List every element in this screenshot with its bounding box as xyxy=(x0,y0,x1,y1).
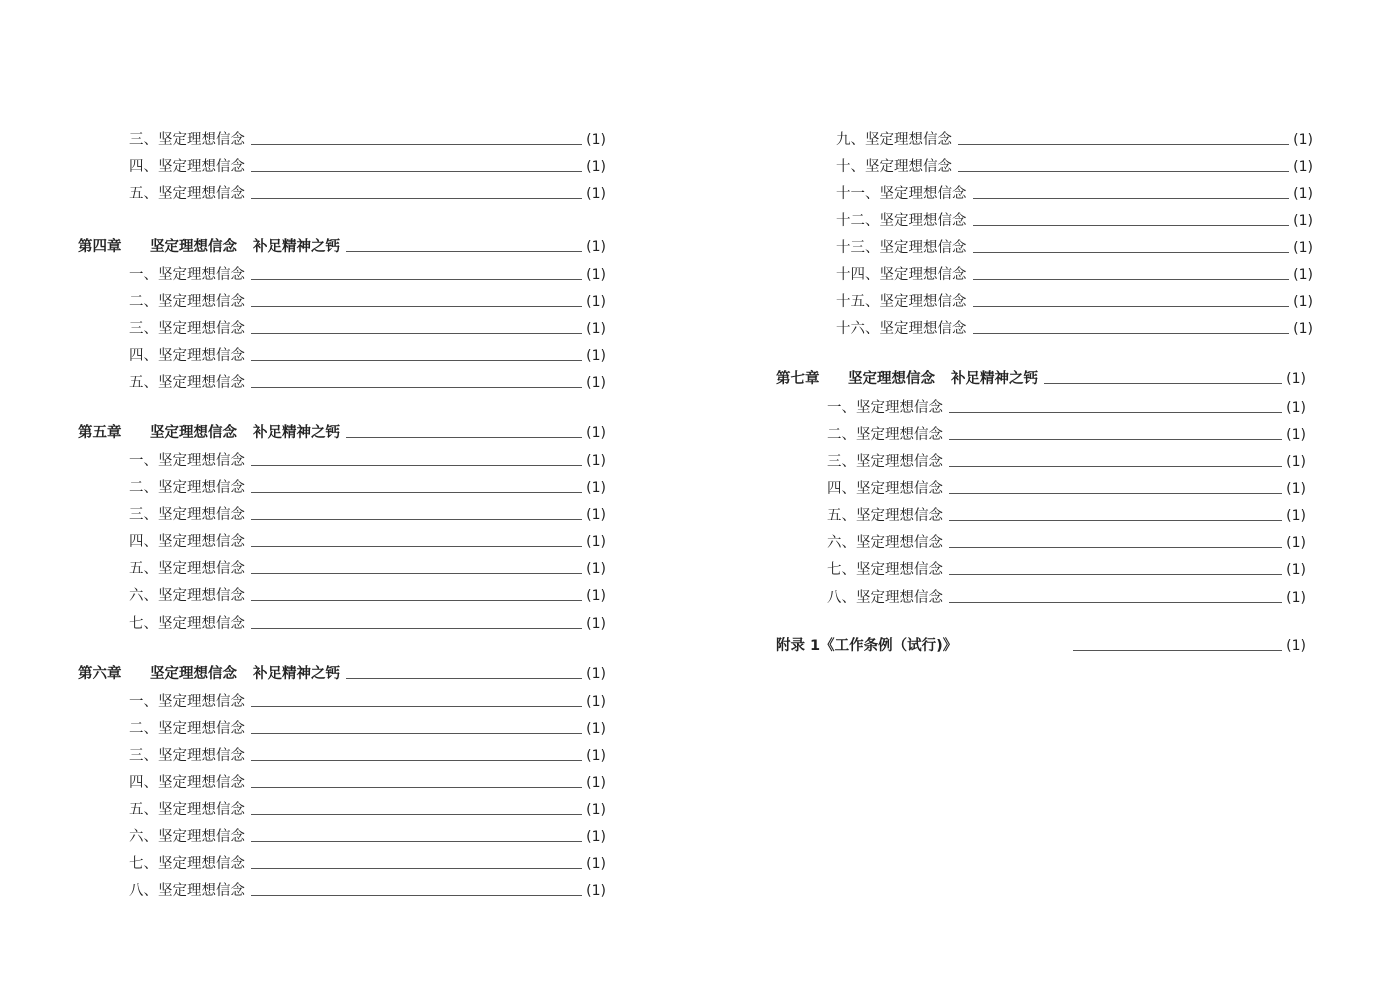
item-title: 三、坚定理想信念 xyxy=(129,321,245,337)
toc-item-row[interactable] xyxy=(827,476,1306,498)
toc-appendix-row[interactable] xyxy=(776,633,1306,655)
item-title: 六、坚定理想信念 xyxy=(129,829,245,845)
toc-item-row[interactable] xyxy=(129,689,606,711)
toc-item-row[interactable] xyxy=(836,262,1313,284)
chapter-title xyxy=(78,238,346,256)
page-number: (1) xyxy=(586,132,606,148)
leader-line xyxy=(973,306,1290,307)
page-number: (1) xyxy=(1286,427,1306,443)
item-title: 二、坚定理想信念 xyxy=(827,427,943,443)
toc-item-row[interactable] xyxy=(129,154,606,176)
toc-item-row[interactable] xyxy=(836,208,1313,230)
item-title: 十五、坚定理想信念 xyxy=(836,294,967,310)
leader-line xyxy=(949,493,1282,494)
toc-item-row[interactable] xyxy=(129,743,606,765)
toc-item-row[interactable] xyxy=(129,316,606,338)
leader-line xyxy=(251,787,582,788)
leader-line xyxy=(251,492,582,493)
appendix-title: 附录 1《工作条例（试行)》 xyxy=(776,638,958,654)
toc-item-row[interactable] xyxy=(827,503,1306,525)
leader-line xyxy=(251,171,582,172)
chapter-title-part-2: 补足精神之钙 xyxy=(951,371,1038,387)
toc-item-row[interactable] xyxy=(827,530,1306,552)
item-title: 三、坚定理想信念 xyxy=(827,454,943,470)
chapter-title-part-2: 补足精神之钙 xyxy=(253,666,340,682)
toc-item-row[interactable] xyxy=(836,127,1313,149)
toc-chapter-row[interactable] xyxy=(78,420,606,442)
page-number: (1) xyxy=(1286,371,1306,387)
leader-line xyxy=(1044,383,1282,384)
page-number: (1) xyxy=(1293,240,1313,256)
leader-line xyxy=(949,547,1282,548)
item-title: 二、坚定理想信念 xyxy=(129,721,245,737)
toc-item-row[interactable] xyxy=(129,824,606,846)
page-number: (1) xyxy=(586,267,606,283)
leader-line xyxy=(251,733,582,734)
leader-line xyxy=(251,546,582,547)
toc-item-row[interactable] xyxy=(836,181,1313,203)
item-title: 七、坚定理想信念 xyxy=(129,856,245,872)
page-number: (1) xyxy=(586,883,606,899)
toc-item-row[interactable] xyxy=(836,154,1313,176)
item-title: 四、坚定理想信念 xyxy=(129,348,245,364)
page-number: (1) xyxy=(586,159,606,175)
page-number: (1) xyxy=(586,588,606,604)
item-title: 七、坚定理想信念 xyxy=(129,616,245,632)
page-number: (1) xyxy=(586,294,606,310)
page-number: (1) xyxy=(1286,400,1306,416)
toc-item-row[interactable] xyxy=(129,797,606,819)
page-number: (1) xyxy=(586,480,606,496)
toc-item-row[interactable] xyxy=(129,583,606,605)
item-title: 一、坚定理想信念 xyxy=(129,453,245,469)
item-title: 十、坚定理想信念 xyxy=(836,159,952,175)
item-title: 六、坚定理想信念 xyxy=(129,588,245,604)
leader-line xyxy=(251,600,582,601)
page-number: (1) xyxy=(586,453,606,469)
toc-item-row[interactable] xyxy=(129,448,606,470)
leader-line xyxy=(251,519,582,520)
item-title: 四、坚定理想信念 xyxy=(129,534,245,550)
chapter-title-part-2: 补足精神之钙 xyxy=(253,239,340,255)
leader-line xyxy=(949,520,1282,521)
leader-line xyxy=(973,279,1290,280)
leader-line xyxy=(251,868,582,869)
item-title: 五、坚定理想信念 xyxy=(129,375,245,391)
chapter-title xyxy=(78,424,346,442)
leader-line xyxy=(251,573,582,574)
chapter-number: 第七章 xyxy=(776,371,820,387)
leader-line xyxy=(346,678,582,679)
item-title: 五、坚定理想信念 xyxy=(129,561,245,577)
page-number: (1) xyxy=(586,775,606,791)
toc-item-row[interactable] xyxy=(827,422,1306,444)
item-title: 四、坚定理想信念 xyxy=(129,159,245,175)
leader-line xyxy=(251,360,582,361)
leader-line xyxy=(958,171,1289,172)
page-number: (1) xyxy=(586,802,606,818)
toc-item-row[interactable] xyxy=(827,449,1306,471)
item-title: 六、坚定理想信念 xyxy=(827,535,943,551)
item-title: 八、坚定理想信念 xyxy=(129,883,245,899)
chapter-title-part-1: 坚定理想信念 xyxy=(150,425,237,441)
item-title: 十三、坚定理想信念 xyxy=(836,240,967,256)
page-number: (1) xyxy=(586,694,606,710)
page-number: (1) xyxy=(586,239,606,255)
toc-item-row[interactable] xyxy=(129,878,606,900)
toc-item-row[interactable] xyxy=(129,529,606,551)
chapter-number: 第五章 xyxy=(78,425,122,441)
item-title: 四、坚定理想信念 xyxy=(827,481,943,497)
toc-item-row[interactable] xyxy=(129,181,606,203)
leader-line xyxy=(251,895,582,896)
item-title: 八、坚定理想信念 xyxy=(827,590,943,606)
item-title: 七、坚定理想信念 xyxy=(827,562,943,578)
page-number: (1) xyxy=(586,829,606,845)
toc-item-row[interactable] xyxy=(836,235,1313,257)
leader-line xyxy=(1073,650,1282,651)
page-number: (1) xyxy=(586,507,606,523)
page-number: (1) xyxy=(1286,508,1306,524)
leader-line xyxy=(973,252,1290,253)
item-title: 十六、坚定理想信念 xyxy=(836,321,967,337)
page-number: (1) xyxy=(1286,562,1306,578)
leader-line xyxy=(346,251,582,252)
chapter-title-part-1: 坚定理想信念 xyxy=(848,371,935,387)
chapter-number: 第四章 xyxy=(78,239,122,255)
page-number: (1) xyxy=(586,425,606,441)
chapter-title-part-1: 坚定理想信念 xyxy=(150,239,237,255)
item-title: 四、坚定理想信念 xyxy=(129,775,245,791)
toc-item-row[interactable] xyxy=(129,770,606,792)
item-title: 十一、坚定理想信念 xyxy=(836,186,967,202)
toc-item-row[interactable] xyxy=(129,611,606,633)
toc-item-row[interactable] xyxy=(827,585,1306,607)
leader-line xyxy=(251,198,582,199)
toc-item-row[interactable] xyxy=(129,262,606,284)
toc-chapter-row[interactable] xyxy=(78,234,606,256)
page-number: (1) xyxy=(1293,267,1313,283)
page-number: (1) xyxy=(1286,481,1306,497)
leader-line xyxy=(251,760,582,761)
toc-item-row[interactable] xyxy=(129,343,606,365)
page-number: (1) xyxy=(586,616,606,632)
leader-line xyxy=(251,628,582,629)
leader-line xyxy=(346,437,582,438)
leader-line xyxy=(251,144,582,145)
leader-line xyxy=(973,333,1290,334)
page-number: (1) xyxy=(1293,132,1313,148)
item-title: 一、坚定理想信念 xyxy=(827,400,943,416)
item-title: 二、坚定理想信念 xyxy=(129,294,245,310)
leader-line xyxy=(949,439,1282,440)
leader-line xyxy=(973,198,1290,199)
item-title: 五、坚定理想信念 xyxy=(129,186,245,202)
page-number: (1) xyxy=(586,321,606,337)
page-number: (1) xyxy=(586,534,606,550)
toc-item-row[interactable] xyxy=(836,316,1313,338)
toc-item-row[interactable] xyxy=(129,716,606,738)
page-number: (1) xyxy=(586,856,606,872)
toc-item-row[interactable] xyxy=(129,127,606,149)
toc-item-row[interactable] xyxy=(129,289,606,311)
page-number: (1) xyxy=(586,748,606,764)
chapter-title-part-2: 补足精神之钙 xyxy=(253,425,340,441)
toc-item-row[interactable] xyxy=(827,557,1306,579)
leader-line xyxy=(251,841,582,842)
item-title: 五、坚定理想信念 xyxy=(129,802,245,818)
leader-line xyxy=(949,466,1282,467)
item-title: 一、坚定理想信念 xyxy=(129,694,245,710)
toc-item-row[interactable] xyxy=(129,475,606,497)
page-number: (1) xyxy=(586,561,606,577)
page-number: (1) xyxy=(1286,454,1306,470)
leader-line xyxy=(973,225,1290,226)
leader-line xyxy=(958,144,1289,145)
page-number: (1) xyxy=(586,666,606,682)
toc-right-column xyxy=(699,0,1398,982)
page-number: (1) xyxy=(1293,186,1313,202)
page-number: (1) xyxy=(586,186,606,202)
item-title: 三、坚定理想信念 xyxy=(129,507,245,523)
leader-line xyxy=(251,387,582,388)
leader-line xyxy=(949,602,1282,603)
leader-line xyxy=(251,333,582,334)
chapter-title xyxy=(776,370,1044,388)
leader-line xyxy=(251,706,582,707)
leader-line xyxy=(251,465,582,466)
page-number: (1) xyxy=(586,375,606,391)
item-title: 一、坚定理想信念 xyxy=(129,267,245,283)
leader-line xyxy=(251,279,582,280)
page-number: (1) xyxy=(1293,213,1313,229)
chapter-number: 第六章 xyxy=(78,666,122,682)
item-title: 三、坚定理想信念 xyxy=(129,132,245,148)
item-title: 五、坚定理想信念 xyxy=(827,508,943,524)
toc-item-row[interactable] xyxy=(836,289,1313,311)
page-number: (1) xyxy=(586,721,606,737)
chapter-title-part-1: 坚定理想信念 xyxy=(150,666,237,682)
chapter-title xyxy=(78,665,346,683)
page-number: (1) xyxy=(1293,321,1313,337)
item-title: 三、坚定理想信念 xyxy=(129,748,245,764)
toc-item-row[interactable] xyxy=(129,556,606,578)
page-number: (1) xyxy=(1293,159,1313,175)
toc-item-row[interactable] xyxy=(129,502,606,524)
page-number: (1) xyxy=(1286,590,1306,606)
leader-line xyxy=(949,574,1282,575)
page-number: (1) xyxy=(1286,535,1306,551)
toc-chapter-row[interactable] xyxy=(776,366,1306,388)
item-title: 十二、坚定理想信念 xyxy=(836,213,967,229)
item-title: 十四、坚定理想信念 xyxy=(836,267,967,283)
item-title: 九、坚定理想信念 xyxy=(836,132,952,148)
item-title: 二、坚定理想信念 xyxy=(129,480,245,496)
toc-item-row[interactable] xyxy=(827,395,1306,417)
page-number: (1) xyxy=(1286,638,1306,654)
toc-chapter-row[interactable] xyxy=(78,661,606,683)
leader-line xyxy=(251,306,582,307)
leader-line xyxy=(251,814,582,815)
leader-line xyxy=(949,412,1282,413)
toc-item-row[interactable] xyxy=(129,851,606,873)
toc-item-row[interactable] xyxy=(129,370,606,392)
page-number: (1) xyxy=(586,348,606,364)
page-number: (1) xyxy=(1293,294,1313,310)
